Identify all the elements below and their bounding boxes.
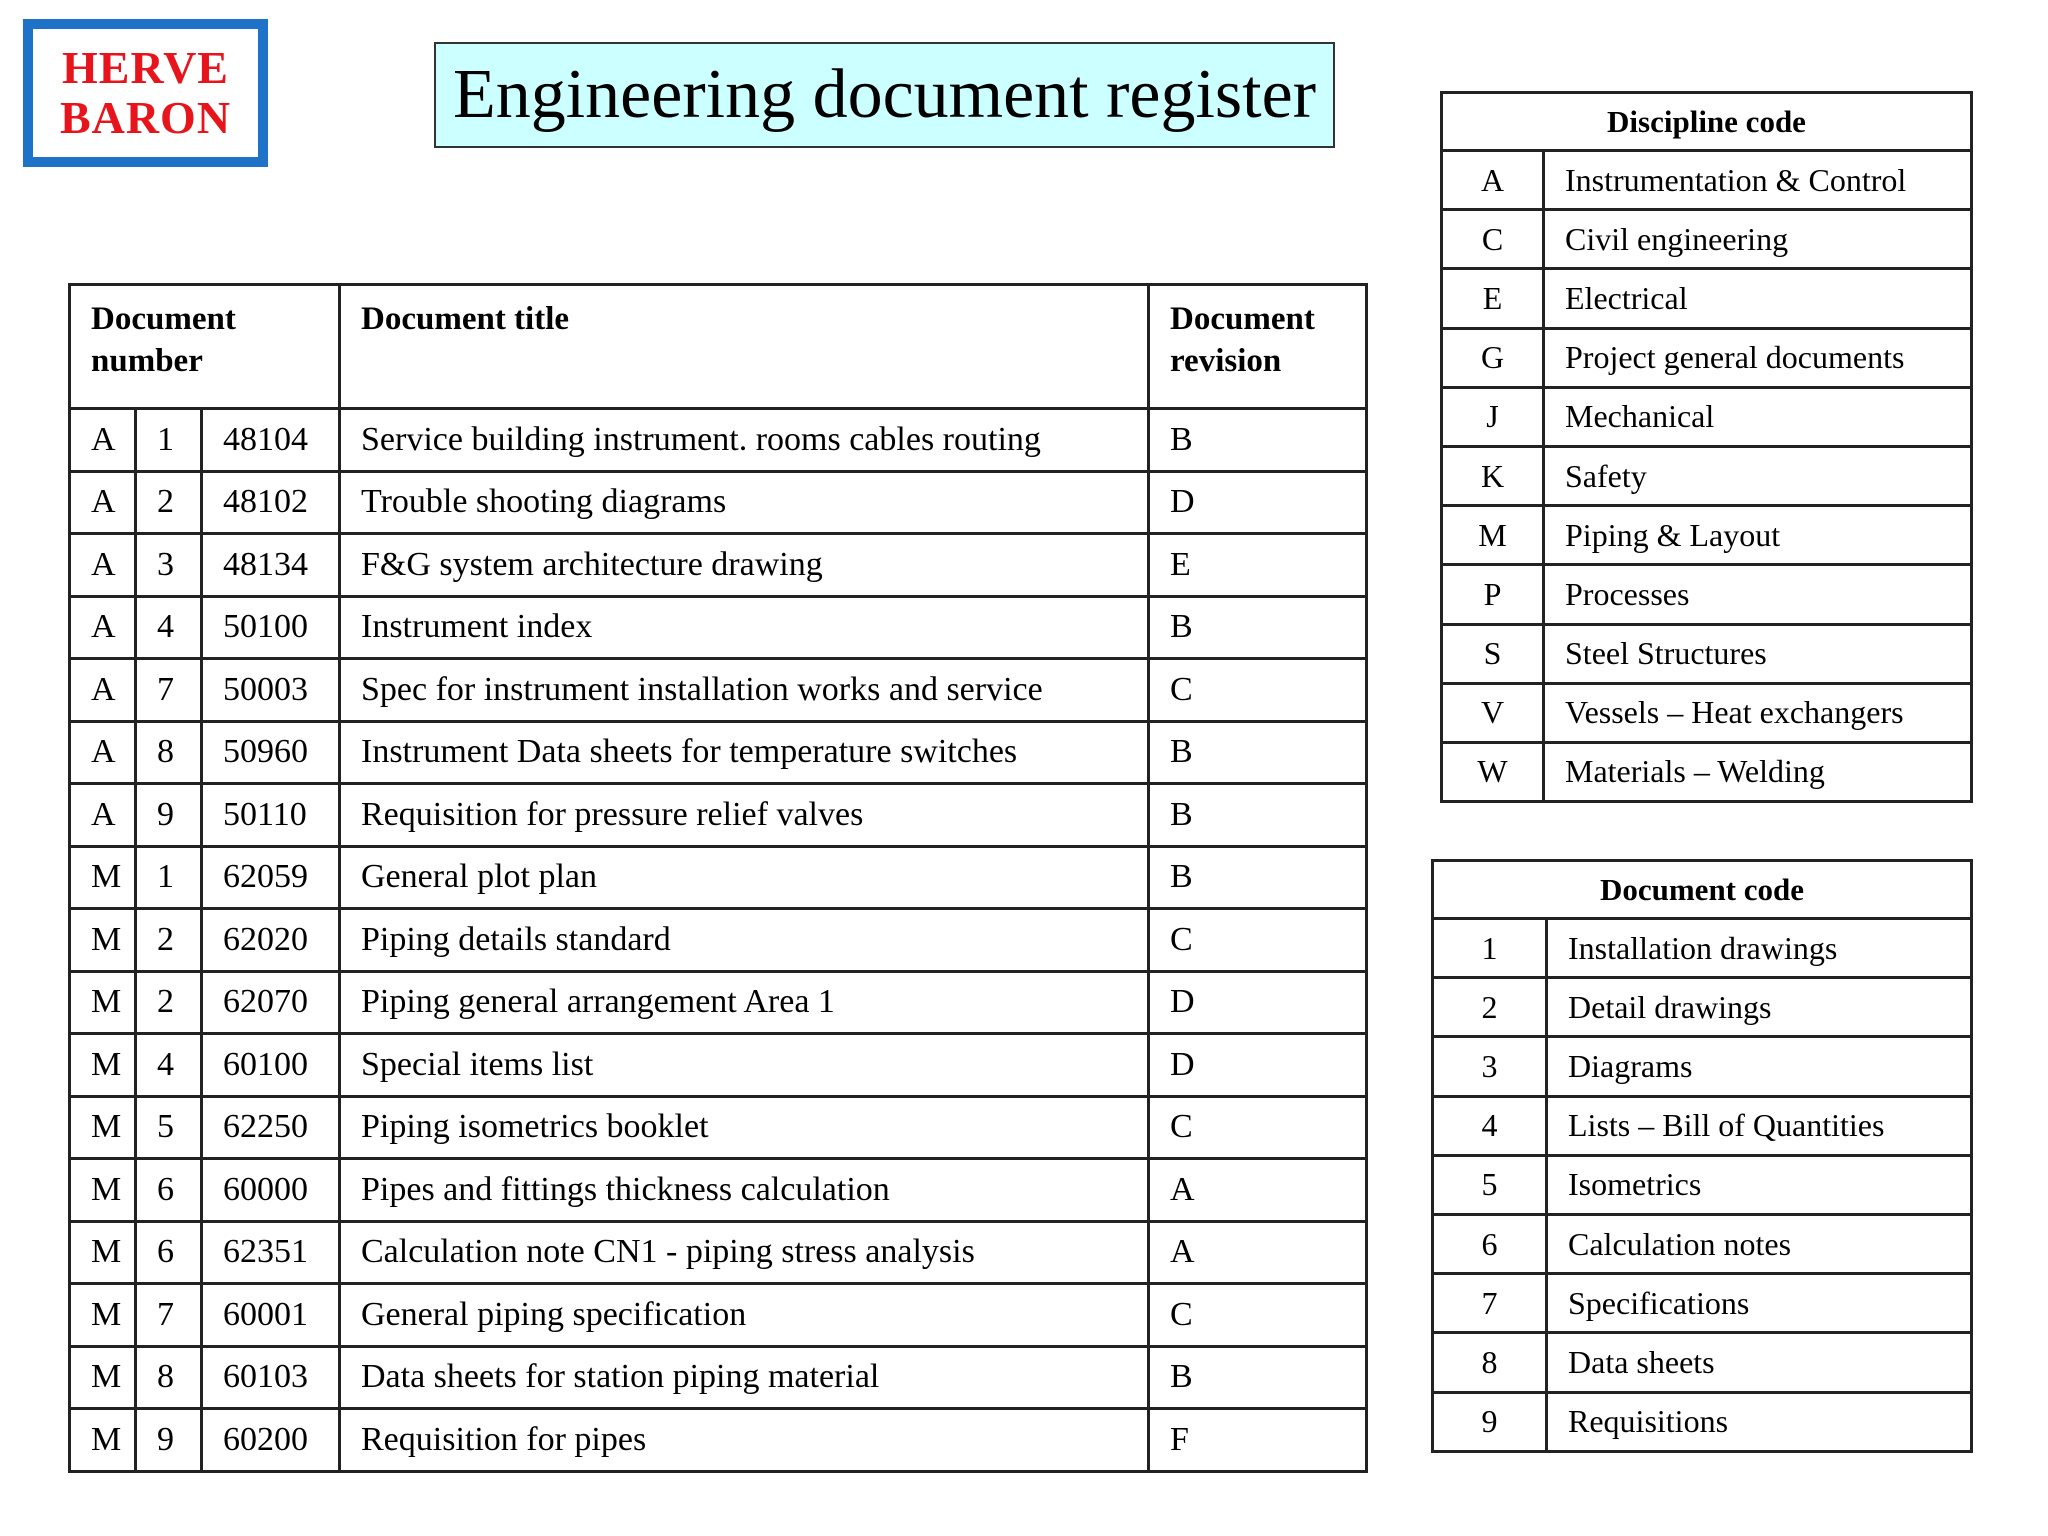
table-row	[70, 596, 1367, 659]
document-code-cell: 4	[136, 596, 202, 659]
document-code-cell: 2	[136, 471, 202, 534]
document-code-cell: 9	[136, 784, 202, 847]
discipline-code-cell: A	[70, 721, 136, 784]
document-code-row	[1433, 1096, 1972, 1155]
document-title-cell: Trouble shooting diagrams	[340, 471, 1149, 534]
document-title-cell: Calculation note CN1 - piping stress analysis	[340, 1221, 1149, 1284]
document-number-cell: 48134	[202, 534, 340, 597]
document-code-cell: 2	[136, 909, 202, 972]
document-title-cell: General plot plan	[340, 846, 1149, 909]
document-title-cell: Spec for instrument installation works and service	[340, 659, 1149, 722]
document-code-cell: 9	[136, 1409, 202, 1472]
document-revision-cell: F	[1149, 1409, 1367, 1472]
document-register-table	[68, 283, 1368, 1473]
discipline-code: G	[1442, 328, 1544, 387]
document-code-label: Installation drawings	[1547, 919, 1972, 978]
document-code: 7	[1433, 1274, 1547, 1333]
document-code-cell: 3	[136, 534, 202, 597]
discipline-label: Mechanical	[1544, 387, 1972, 446]
document-code-table	[1431, 859, 1973, 1453]
discipline-code: W	[1442, 742, 1544, 801]
document-revision-cell: D	[1149, 1034, 1367, 1097]
table-row	[70, 784, 1367, 847]
document-title-cell: General piping specification	[340, 1284, 1149, 1347]
document-code-row	[1433, 1392, 1972, 1451]
document-code-label: Requisitions	[1547, 1392, 1972, 1451]
discipline-row	[1442, 269, 1972, 328]
discipline-code-cell: M	[70, 1159, 136, 1222]
document-number-cell: 62250	[202, 1096, 340, 1159]
table-row	[70, 1034, 1367, 1097]
document-revision-cell: B	[1149, 409, 1367, 472]
document-number-cell: 62070	[202, 971, 340, 1034]
document-revision-cell: B	[1149, 846, 1367, 909]
document-number-cell: 60000	[202, 1159, 340, 1222]
discipline-label: Electrical	[1544, 269, 1972, 328]
discipline-row	[1442, 328, 1972, 387]
document-code: 1	[1433, 919, 1547, 978]
discipline-code-cell: A	[70, 534, 136, 597]
discipline-code-cell: M	[70, 1284, 136, 1347]
document-code-body	[1433, 919, 1972, 1452]
document-code-cell: 4	[136, 1034, 202, 1097]
document-revision-cell: D	[1149, 471, 1367, 534]
table-row	[70, 1409, 1367, 1472]
document-number-cell: 50960	[202, 721, 340, 784]
discipline-row	[1442, 210, 1972, 269]
document-number-cell: 60100	[202, 1034, 340, 1097]
discipline-code-cell: M	[70, 909, 136, 972]
discipline-label: Instrumentation & Control	[1544, 151, 1972, 210]
discipline-code: K	[1442, 446, 1544, 505]
register-header-row	[70, 285, 1367, 409]
document-revision-cell: A	[1149, 1159, 1367, 1222]
document-number-cell: 60103	[202, 1346, 340, 1409]
header-document-title: Document title	[340, 285, 1149, 409]
document-code: 5	[1433, 1155, 1547, 1214]
table-row	[70, 909, 1367, 972]
table-row	[70, 471, 1367, 534]
discipline-code: A	[1442, 151, 1544, 210]
table-row	[70, 1159, 1367, 1222]
discipline-label: Piping & Layout	[1544, 506, 1972, 565]
document-code: 8	[1433, 1333, 1547, 1392]
document-title-cell: Service building instrument. rooms cables routing	[340, 409, 1149, 472]
discipline-code: P	[1442, 565, 1544, 624]
discipline-code: V	[1442, 683, 1544, 742]
discipline-row	[1442, 742, 1972, 801]
discipline-code: C	[1442, 210, 1544, 269]
document-code-label: Diagrams	[1547, 1037, 1972, 1096]
document-code: 4	[1433, 1096, 1547, 1155]
discipline-code-cell: M	[70, 1221, 136, 1284]
document-code: 9	[1433, 1392, 1547, 1451]
table-row	[70, 1096, 1367, 1159]
document-revision-cell: B	[1149, 784, 1367, 847]
discipline-code-cell: M	[70, 1409, 136, 1472]
document-code-cell: 8	[136, 1346, 202, 1409]
discipline-code-cell: A	[70, 409, 136, 472]
document-title-cell: Requisition for pipes	[340, 1409, 1149, 1472]
table-row	[70, 409, 1367, 472]
discipline-header-row	[1442, 93, 1972, 151]
document-title-cell: Special items list	[340, 1034, 1149, 1097]
document-code-row	[1433, 1214, 1972, 1273]
document-code-cell: 6	[136, 1221, 202, 1284]
discipline-label: Project general documents	[1544, 328, 1972, 387]
document-code-row	[1433, 1037, 1972, 1096]
page-title: Engineering document register	[434, 42, 1335, 148]
document-code: 3	[1433, 1037, 1547, 1096]
document-revision-cell: A	[1149, 1221, 1367, 1284]
logo-line-1: HERVE	[62, 42, 229, 93]
register-body	[70, 409, 1367, 1472]
document-number-cell: 62351	[202, 1221, 340, 1284]
document-revision-cell: B	[1149, 596, 1367, 659]
document-number-cell: 48102	[202, 471, 340, 534]
discipline-body	[1442, 151, 1972, 802]
document-code-row	[1433, 978, 1972, 1037]
document-title-cell: Requisition for pressure relief valves	[340, 784, 1149, 847]
header-document-number: Document number	[70, 285, 340, 409]
discipline-row	[1442, 446, 1972, 505]
document-title-cell: Instrument index	[340, 596, 1149, 659]
table-row	[70, 721, 1367, 784]
document-number-cell: 50003	[202, 659, 340, 722]
table-row	[70, 659, 1367, 722]
document-number-cell: 60200	[202, 1409, 340, 1472]
document-title-cell: Pipes and fittings thickness calculation	[340, 1159, 1149, 1222]
document-code-row	[1433, 919, 1972, 978]
document-number-cell: 50100	[202, 596, 340, 659]
discipline-code-cell: M	[70, 846, 136, 909]
discipline-label: Safety	[1544, 446, 1972, 505]
document-number-cell: 62059	[202, 846, 340, 909]
discipline-label: Civil engineering	[1544, 210, 1972, 269]
document-revision-cell: C	[1149, 1284, 1367, 1347]
document-title-cell: F&G system architecture drawing	[340, 534, 1149, 597]
document-title-cell: Instrument Data sheets for temperature switches	[340, 721, 1149, 784]
table-row	[70, 1221, 1367, 1284]
document-revision-cell: C	[1149, 1096, 1367, 1159]
document-code-cell: 2	[136, 971, 202, 1034]
discipline-code: S	[1442, 624, 1544, 683]
discipline-row	[1442, 506, 1972, 565]
document-revision-cell: C	[1149, 659, 1367, 722]
discipline-row	[1442, 151, 1972, 210]
document-revision-cell: D	[1149, 971, 1367, 1034]
discipline-label: Steel Structures	[1544, 624, 1972, 683]
document-code-cell: 6	[136, 1159, 202, 1222]
document-code-cell: 1	[136, 409, 202, 472]
document-revision-cell: B	[1149, 721, 1367, 784]
discipline-code-cell: A	[70, 659, 136, 722]
document-title-cell: Data sheets for station piping material	[340, 1346, 1149, 1409]
document-code-header-row	[1433, 861, 1972, 919]
document-revision-cell: E	[1149, 534, 1367, 597]
discipline-row	[1442, 387, 1972, 446]
document-number-cell: 48104	[202, 409, 340, 472]
discipline-row	[1442, 565, 1972, 624]
logo-text	[33, 29, 258, 157]
discipline-code-cell: M	[70, 1096, 136, 1159]
document-code-label: Calculation notes	[1547, 1214, 1972, 1273]
document-number-cell: 60001	[202, 1284, 340, 1347]
table-row	[70, 1346, 1367, 1409]
document-code-row	[1433, 1274, 1972, 1333]
table-row	[70, 534, 1367, 597]
document-code-label: Specifications	[1547, 1274, 1972, 1333]
discipline-row	[1442, 683, 1972, 742]
document-code-label: Isometrics	[1547, 1155, 1972, 1214]
discipline-label: Materials – Welding	[1544, 742, 1972, 801]
discipline-code-cell: M	[70, 1034, 136, 1097]
document-title-cell: Piping isometrics booklet	[340, 1096, 1149, 1159]
document-code-label: Detail drawings	[1547, 978, 1972, 1037]
document-code-row	[1433, 1155, 1972, 1214]
logo-line-2: BARON	[59, 92, 232, 143]
document-code-cell: 5	[136, 1096, 202, 1159]
header-document-revision: Document revision	[1149, 285, 1367, 409]
document-code-cell: 1	[136, 846, 202, 909]
discipline-code: M	[1442, 506, 1544, 565]
logo	[23, 19, 268, 167]
document-number-cell: 50110	[202, 784, 340, 847]
discipline-code-cell: A	[70, 471, 136, 534]
document-code-cell: 8	[136, 721, 202, 784]
discipline-code-cell: A	[70, 596, 136, 659]
document-revision-cell: C	[1149, 909, 1367, 972]
table-row	[70, 846, 1367, 909]
document-number-cell: 62020	[202, 909, 340, 972]
table-row	[70, 971, 1367, 1034]
discipline-code-cell: M	[70, 1346, 136, 1409]
document-revision-cell: B	[1149, 1346, 1367, 1409]
document-code: 6	[1433, 1214, 1547, 1273]
document-code: 2	[1433, 978, 1547, 1037]
document-title-cell: Piping general arrangement Area 1	[340, 971, 1149, 1034]
discipline-label: Vessels – Heat exchangers	[1544, 683, 1972, 742]
discipline-label: Processes	[1544, 565, 1972, 624]
document-code-row	[1433, 1333, 1972, 1392]
discipline-code-table	[1440, 91, 1973, 803]
table-row	[70, 1284, 1367, 1347]
discipline-code-cell: M	[70, 971, 136, 1034]
document-code-label: Lists – Bill of Quantities	[1547, 1096, 1972, 1155]
discipline-code-header: Discipline code	[1442, 93, 1972, 151]
discipline-row	[1442, 624, 1972, 683]
document-code-label: Data sheets	[1547, 1333, 1972, 1392]
document-code-cell: 7	[136, 1284, 202, 1347]
discipline-code: J	[1442, 387, 1544, 446]
document-title-cell: Piping details standard	[340, 909, 1149, 972]
document-code-header: Document code	[1433, 861, 1972, 919]
document-code-cell: 7	[136, 659, 202, 722]
discipline-code-cell: A	[70, 784, 136, 847]
discipline-code: E	[1442, 269, 1544, 328]
